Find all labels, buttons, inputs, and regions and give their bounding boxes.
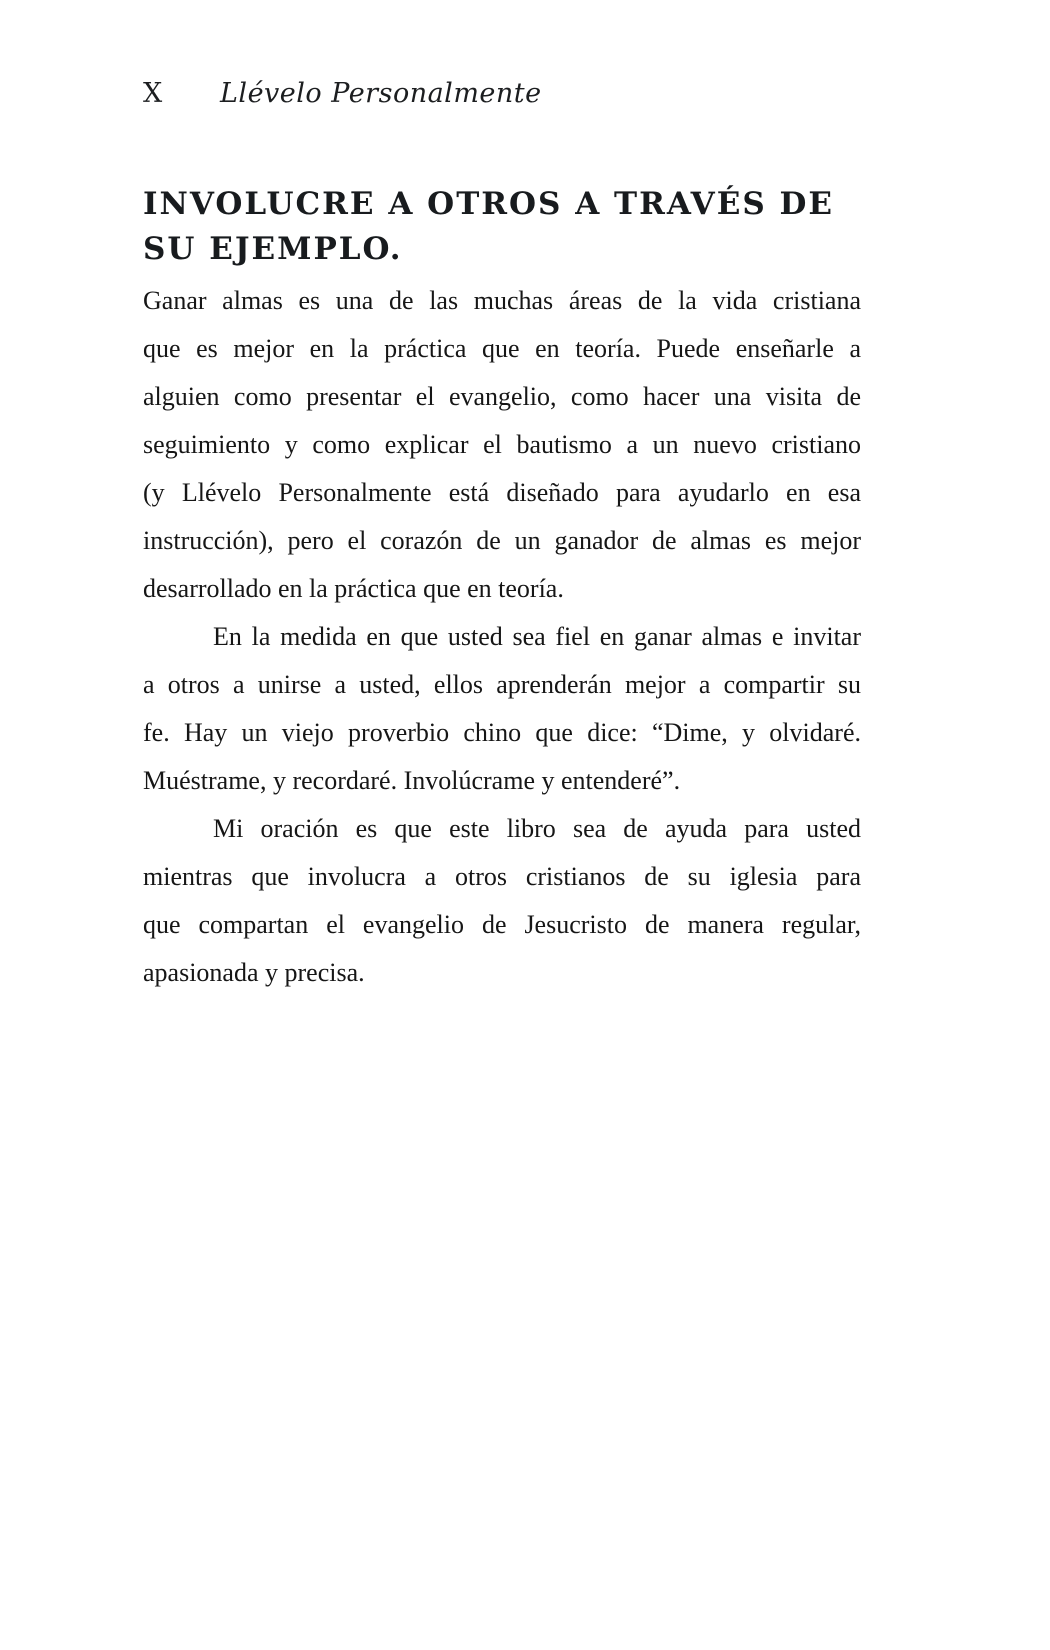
text-line: Mi oración es que este libro sea de ayuda para usted xyxy=(213,814,861,843)
page-header xyxy=(143,78,873,110)
text-line: (y Llévelo Personalmente está diseñado para ayudarlo en esa xyxy=(143,478,861,507)
section-heading-line-1: INVOLUCRE A OTROS A TRAVÉS DE xyxy=(143,186,835,222)
text-line: mientras que involucra a otros cristianos de su iglesia para xyxy=(143,862,861,891)
text-line: Muéstrame, y recordaré. Involúcrame y entenderé”. xyxy=(143,766,681,795)
paragraph-3 xyxy=(143,805,861,997)
text-line: apasionada y precisa. xyxy=(143,958,365,987)
text-line: En la medida en que usted sea fiel en ganar almas e invitar xyxy=(213,622,861,651)
text-line: que compartan el evangelio de Jesucristo de manera regular, xyxy=(143,910,861,939)
section-heading xyxy=(143,182,883,272)
text-line: seguimiento y como explicar el bautismo a un nuevo cristiano xyxy=(143,430,861,459)
text-line: alguien como presentar el evangelio, como hacer una visita de xyxy=(143,382,861,411)
section-heading-line-2: SU EJEMPLO. xyxy=(143,231,403,267)
body-text xyxy=(143,277,861,997)
text-line: fe. Hay un viejo proverbio chino que dice: “Dime, y olvidaré. xyxy=(143,718,861,747)
text-line: a otros a unirse a usted, ellos aprenderán mejor a compartir su xyxy=(143,670,861,699)
page-number: X xyxy=(143,78,163,109)
text-line: Ganar almas es una de las muchas áreas de la vida cristiana xyxy=(143,286,861,315)
text-line: que es mejor en la práctica que en teoría. Puede enseñarle a xyxy=(143,334,861,363)
text-line: instrucción), pero el corazón de un ganador de almas es mejor xyxy=(143,526,861,555)
paragraph-2 xyxy=(143,613,861,805)
paragraph-1 xyxy=(143,277,861,613)
running-title: Llévelo Personalmente xyxy=(220,78,542,109)
text-line: desarrollado en la práctica que en teoría. xyxy=(143,574,564,603)
